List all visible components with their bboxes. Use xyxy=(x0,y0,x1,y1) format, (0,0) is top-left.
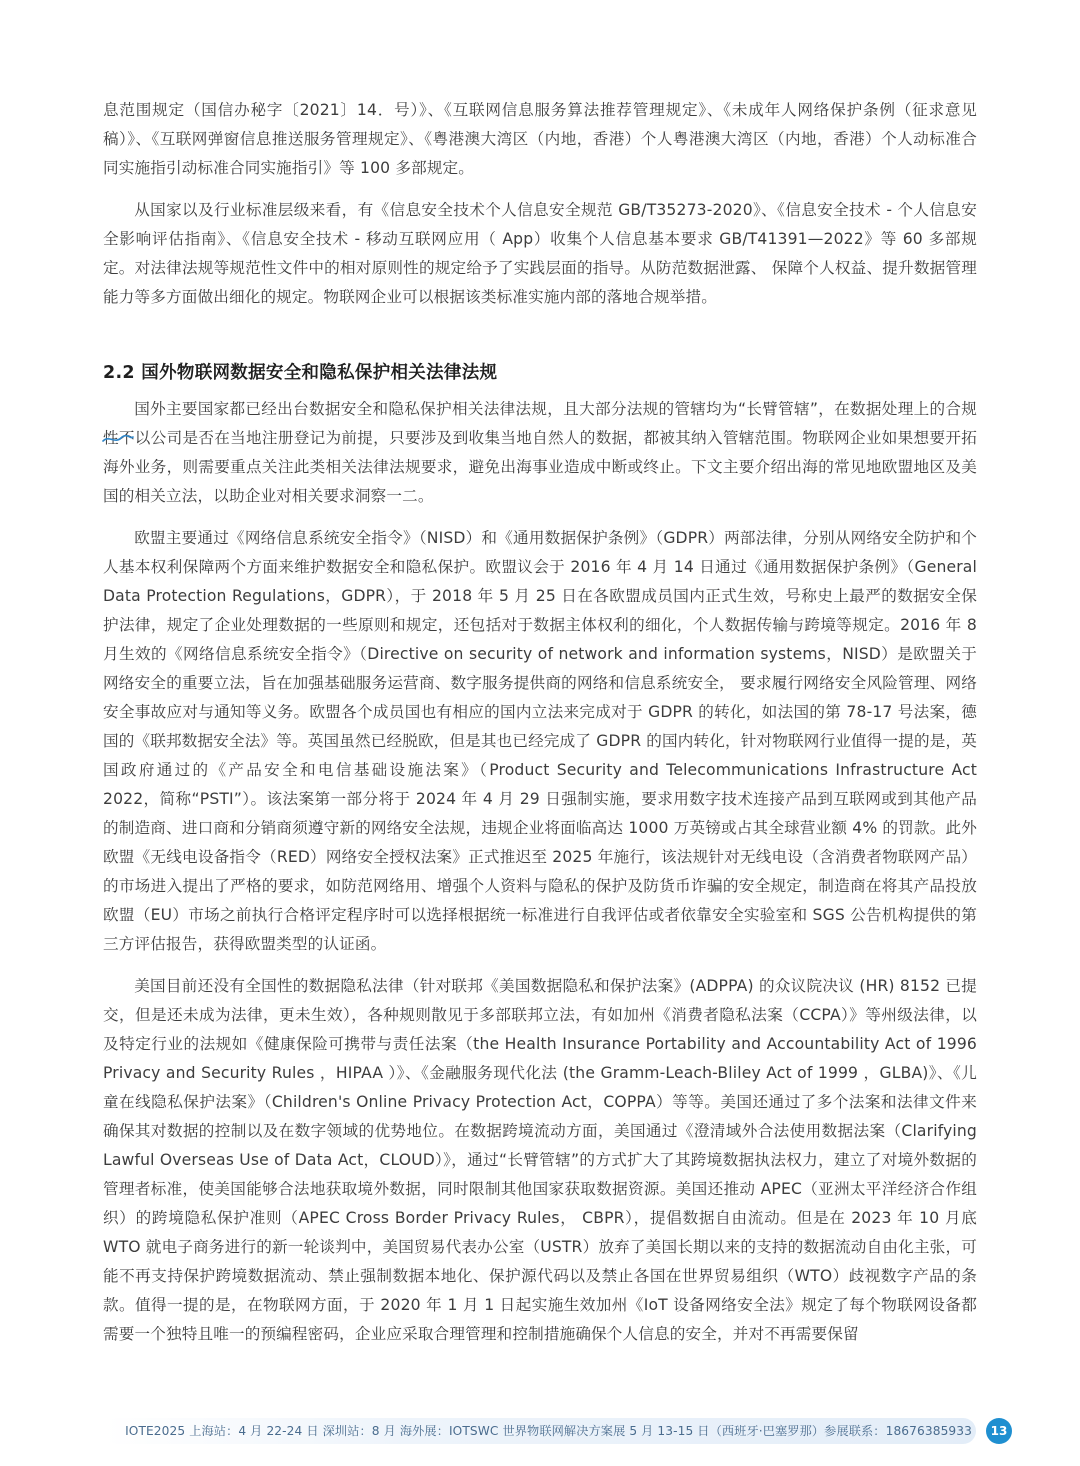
paragraph-foreign-overview: 国外主要国家都已经出台数据安全和隐私保护相关法律法规，且大部分法规的管辖均为“长臂管辖”，在数据处理上的合规性不以公司是否在当地注册登记为前提，只要涉及到收集当地自然人的数据，都被其纳入管辖范围。物联网企业如果想要开拓海外业务，则需要重点关注此类相关法律法规要求，避免出海事业造成中断或终止。下文主要介绍出海的常见地欧盟地区及美国的相关立法，以助企业对相关要求洞察一二。 xyxy=(103,400,977,505)
footer-event-info: IOTE2025 上海站：4 月 22-24 日 深圳站：8 月 海外展：IOTSWC 世界物联网解决方案展 5 月 13-15 日（西班牙·巴塞罗那）参展联系：18676385933 xyxy=(125,1424,972,1438)
paragraph-regulations-continued: 息范围规定（国信办秘字〔2021〕14．号）》、《互联网信息服务算法推荐管理规定》、《未成年人网络保护条例（征求意见稿）》、《互联网弹窗信息推送服务管理规定》、《粤港澳大湾区（内地，香港）个人粤港澳大湾区（内地，香港）个人动标准合同实施指引动标准合同实施指引》等 100 多部规定。 xyxy=(103,101,977,177)
section-title: 2.2 国外物联网数据安全和隐私保护相关法律法规 xyxy=(103,363,498,383)
page-number-badge: 13 xyxy=(986,1418,1012,1444)
page-footer xyxy=(104,1416,1008,1446)
paragraph-us-laws: 美国目前还没有全国性的数据隐私法律（针对联邦《美国数据隐私和保护法案》(ADPPA) 的众议院决议 (HR) 8152 已提交，但是还未成为法律，更未生效），各种规则散见于多部联邦立法，有如加州《消费者隐私法案（CCPA）》等州级法律，以及特定行业的法规如《健康保险可携带与责任法案（the Health Insurance Portability and Accountability Act of 1996 Privacy and Security Rules ，HIPAA ）》、《金融服务现代化法 (the Gramm-Leach-Bliley Act of 1999 ，GLBA)》、《儿童在线隐私保护法案》（Children's Online Privacy Protection Act，COPPA）等等。美国还通过了多个法案和法律文件来确保其对数据的控制以及在数字领域的优势地位。在数据跨境流动方面，美国通过《澄清域外合法使用数据法案（Clarifying Lawful Overseas Use of Data Act，CLOUD）》，通过“长臂管辖”的方式扩大了其跨境数据执法权力，建立了对境外数据的管理者标准，使美国能够合法地获取境外数据，同时限制其他国家获取数据资源。美国还推动 APEC（亚洲太平洋经济合作组织）的跨境隐私保护准则（APEC Cross Border Privacy Rules， CBPR），提倡数据自由流动。但是在 2023 年 10 月底 WTO 就电子商务进行的新一轮谈判中，美国贸易代表办公室（USTR）放弃了美国长期以来的支持的数据流动自由化主张，可能不再支持保护跨境数据流动、禁止强制数据本地化、保护源代码以及禁止各国在世界贸易组织（WTO）歧视数字产品的条款。值得一提的是，在物联网方面，于 2020 年 1 月 1 日起实施生效加州《IoT 设备网络安全法》规定了每个物联网设备都需要一个独特且唯一的预编程密码，企业应采取合理管理和控制措施确保个人信息的安全，并对不再需要保留 xyxy=(103,977,977,1343)
paragraph-national-standards: 从国家以及行业标准层级来看，有《信息安全技术个人信息安全规范 GB/T35273-2020》、《信息安全技术 - 个人信息安全影响评估指南》、《信息安全技术 - 移动互联网应用（ App）收集个人信息基本要求 GB/T41391—2022》等 60 多部规定。对法律法规等规范性文件中的相对原则性的规定给予了实践层面的指导。从防范数据泄露、 保障个人权益、提升数据管理能力等多方面做出细化的规定。物联网企业可以根据该类标准实施内部的落地合规举措。 xyxy=(103,201,977,306)
handwritten-mark-icon xyxy=(101,432,135,446)
paragraph-eu-laws: 欧盟主要通过《网络信息系统安全指令》（NISD）和《通用数据保护条例》（GDPR）两部法律，分别从网络安全防护和个人基本权利保障两个方面来维护数据安全和隐私保护。欧盟议会于 2016 年 4 月 14 日通过《通用数据保护条例》（General Data Protection Regulations，GDPR），于 2018 年 5 月 25 日在各欧盟成员国内正式生效，号称史上最严的数据安全保护法律，规定了企业处理数据的一些原则和规定，还包括对于数据主体权利的细化，个人数据传输与跨境等规定。2016 年 8 月生效的《网络信息系统安全指令》（Directive on security of network and information systems，NISD）是欧盟关于网络安全的重要立法，旨在加强基础服务运营商、数字服务提供商的网络和信息系统安全， 要求履行网络安全风险管理、网络安全事故应对与通知等义务。欧盟各个成员国也有相应的国内立法来完成对于 GDPR 的转化，如法国的第 78-17 号法案，德国的《联邦数据安全法》等。英国虽然已经脱欧，但是其也已经完成了 GDPR 的国内转化，针对物联网行业值得一提的是，英国政府通过的《产品安全和电信基础设施法案》（Product Security and Telecommunications Infrastructure Act 2022，简称“PSTI”）。该法案第一部分将于 2024 年 4 月 29 日强制实施，要求用数字技术连接产品到互联网或到其他产品的制造商、进口商和分销商须遵守新的网络安全法规，违规企业将面临高达 1000 万英镑或占其全球营业额 4% 的罚款。此外欧盟《无线电设备指令（RED）网络安全授权法案》正式推迟至 2025 年施行，该法规针对无线电设（含消费者物联网产品）的市场进入提出了严格的要求，如防范网络用、增强个人资料与隐私的保护及防货币诈骗的安全规定，制造商在将其产品投放欧盟（EU）市场之前执行合格评定程序时可以选择根据统一标准进行自我评估或者依靠安全实验室和 SGS 公告机构提供的第三方评估报告，获得欧盟类型的认证函。 xyxy=(103,529,977,953)
page-content xyxy=(103,96,977,1362)
